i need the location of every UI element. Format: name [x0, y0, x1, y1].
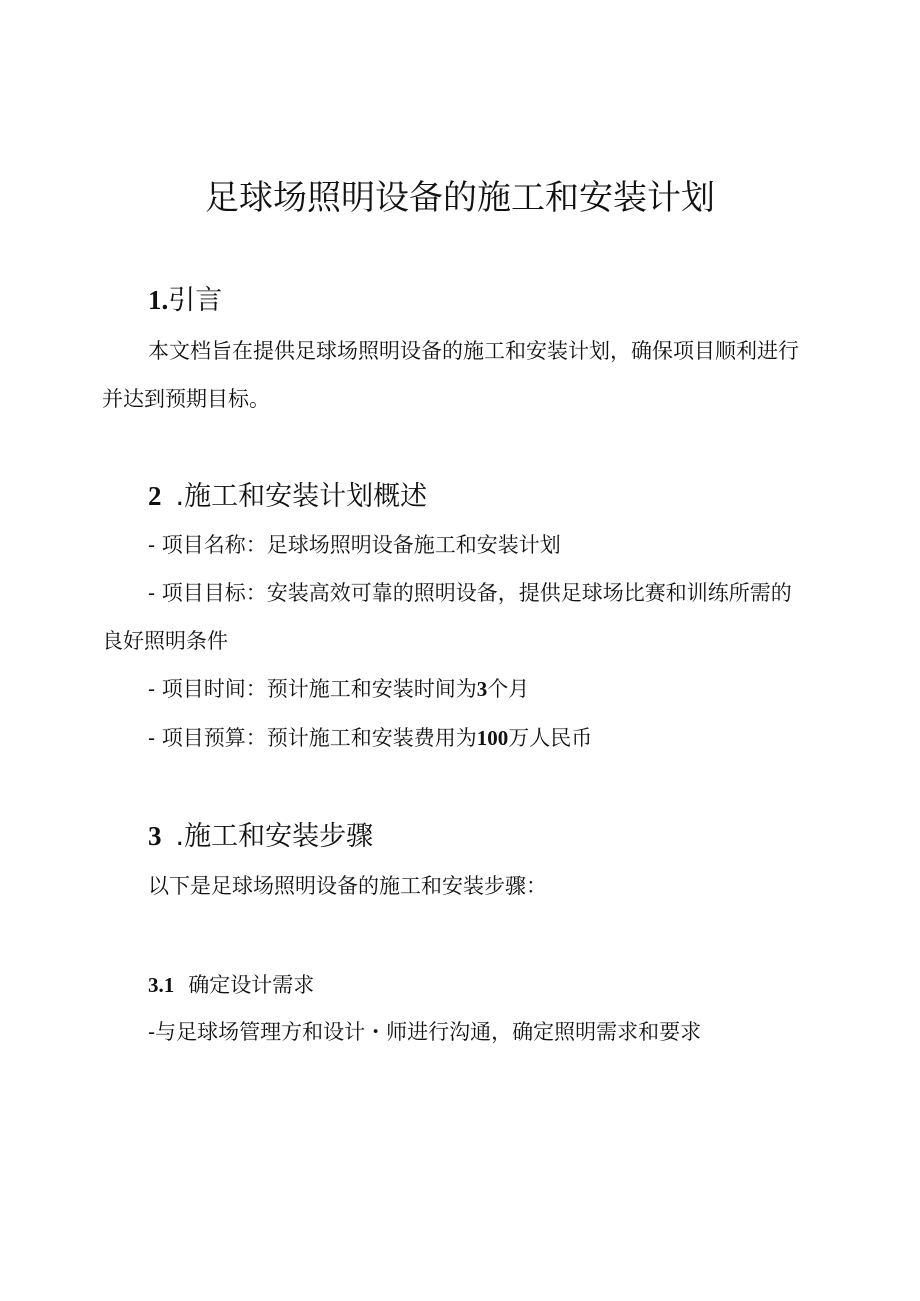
budget-suffix: 万人民币	[508, 726, 593, 750]
section-3-paragraph: 以下是足球场照明设备的施工和安装步骤：	[148, 874, 547, 898]
section-1-heading	[148, 280, 222, 321]
budget-prefix: - 项目预算：预计施工和安装费用为	[148, 726, 477, 750]
overview-item-time	[102, 665, 802, 713]
time-value: 3	[476, 677, 488, 701]
section-2-number: 2	[148, 481, 162, 511]
section-3-number: 3	[148, 821, 162, 851]
overview-item-budget	[102, 714, 802, 762]
subsection-3-1-title: 确定设计需求	[188, 973, 315, 997]
document-title: 足球场照明设备的施工和安装计划	[205, 178, 715, 218]
budget-value: 100	[476, 726, 509, 750]
section-3-title: .施工和安装步骤	[175, 821, 374, 852]
section-1-paragraph: 本文档旨在提供足球场照明设备的施工和安装计划，确保项目顺利进行并达到预期目标。	[102, 339, 799, 411]
section-3-heading	[148, 816, 373, 857]
design-item-communicate: -与足球场管理方和设计・师进行沟通，确定照明需求和要求	[148, 1020, 702, 1044]
time-prefix: - 项目时间：预计施工和安装时间为	[148, 677, 477, 701]
time-suffix: 个月	[487, 677, 530, 701]
overview-item-name: - 项目名称：足球场照明设备施工和安装计划	[148, 533, 561, 557]
section-2-title: .施工和安装计划概述	[175, 481, 428, 512]
overview-item-goal: - 项目目标：安装高效可靠的照明设备，提供足球场比赛和训练所需的良好照明条件	[102, 581, 792, 653]
subsection-3-1-number: 3.1	[148, 973, 175, 997]
section-1-number: 1.	[148, 285, 169, 315]
section-1-title: 引言	[168, 285, 223, 316]
subsection-3-1-heading	[148, 969, 314, 1001]
section-2-heading	[148, 476, 427, 517]
